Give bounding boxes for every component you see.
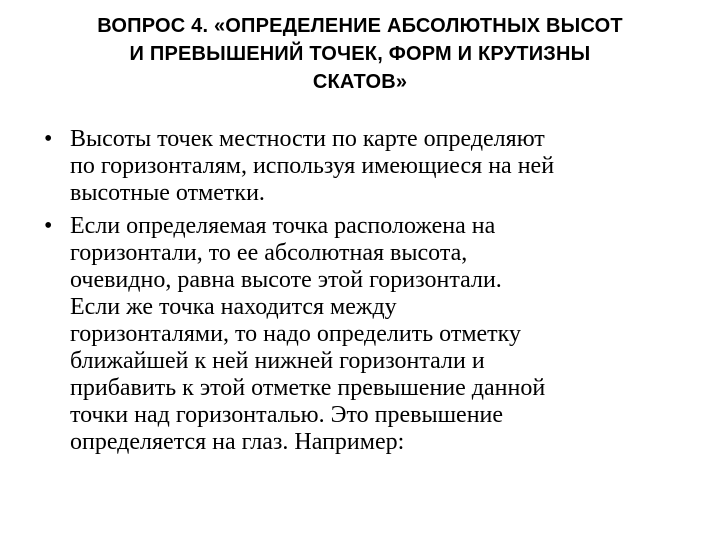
bullet-text <box>70 213 700 456</box>
title-line: ВОПРОС 4. «ОПРЕДЕЛЕНИЕ АБСОЛЮТНЫХ ВЫСОТ <box>97 15 623 37</box>
bullet-line: прибавить к этой отметке превышение данной <box>70 375 546 401</box>
bullet-line: очевидно, равна высоте этой горизонтали. <box>70 267 502 293</box>
bullet-line: определяется на глаз. Например: <box>70 429 405 455</box>
bullet-item <box>40 213 700 456</box>
bullet-line: точки над горизонталью. Это превышение <box>70 402 504 428</box>
bullet-line: Если определяемая точка расположена на <box>70 213 496 239</box>
bullet-item <box>40 126 700 207</box>
bullet-marker: • <box>44 213 53 239</box>
bullet-list <box>40 126 700 462</box>
bullet-line: по горизонталям, используя имеющиеся на ней <box>70 153 555 179</box>
bullet-marker: • <box>44 126 53 152</box>
bullet-line: Если же точка находится между <box>70 294 397 320</box>
bullet-line: горизонтали, то ее абсолютная высота, <box>70 240 468 266</box>
bullet-line: высотные отметки. <box>70 180 265 206</box>
title-line: И ПРЕВЫШЕНИЙ ТОЧЕК, ФОРМ И КРУТИЗНЫ <box>129 43 591 65</box>
bullet-line: горизонталями, то надо определить отметку <box>70 321 521 347</box>
slide-title <box>36 12 684 96</box>
bullet-text <box>70 126 700 207</box>
title-line: СКАТОВ» <box>312 71 408 93</box>
bullet-line: Высоты точек местности по карте определяют <box>70 126 545 152</box>
bullet-line: ближайшей к ней нижней горизонтали и <box>70 348 485 374</box>
